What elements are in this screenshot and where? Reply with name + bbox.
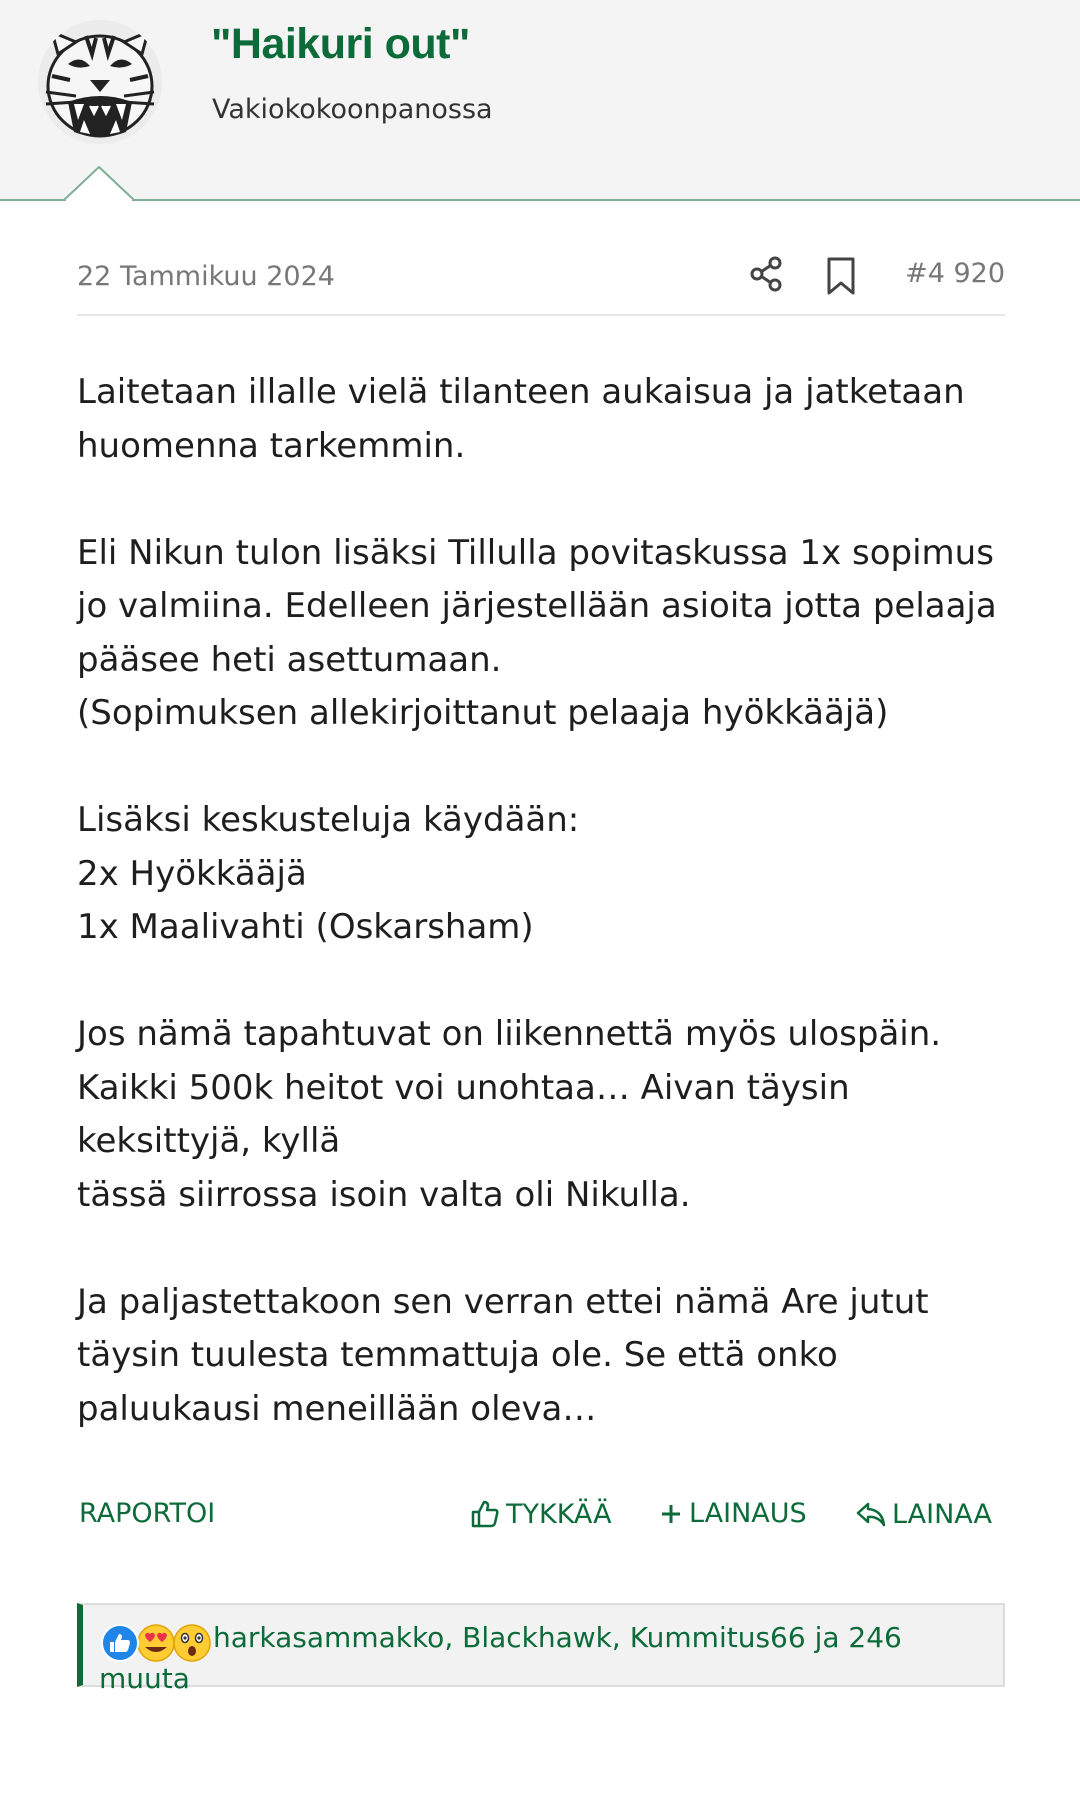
header-notch-arrow xyxy=(64,165,134,201)
tiger-avatar-icon xyxy=(38,20,162,144)
user-title: "Haikuri out" xyxy=(211,20,470,68)
reaction-users-link[interactable]: harkasammakko, Blackhawk, Kummitus66 ja 246 muuta xyxy=(99,1621,902,1695)
post-paragraph: Lisäksi keskusteluja käydään: 2x Hyökkääjä 1x Maalivahti (Oskarsham) xyxy=(77,800,580,947)
thumbs-up-icon xyxy=(469,1498,501,1530)
thumbs-up-icon xyxy=(102,1625,138,1661)
post-paragraph: Jos nämä tapahtuvat on liikennettä myös ulospäin. Kaikki 500k heitot voi unohtaa… Aivan täysin keksittyjä, kyllä tässä siirrossa isoin valta oli Nikulla. xyxy=(77,1014,942,1215)
header-divider xyxy=(0,199,1080,201)
like-label: TYKKÄÄ xyxy=(506,1498,612,1530)
user-header xyxy=(0,0,1080,200)
quote-label: LAINAA xyxy=(892,1498,992,1530)
multiquote-button[interactable] xyxy=(658,1498,807,1529)
plus-icon xyxy=(658,1501,684,1527)
post-actions xyxy=(77,1498,1005,1542)
multiquote-label: LAINAUS xyxy=(689,1498,807,1529)
avatar[interactable] xyxy=(38,20,162,144)
quote-button[interactable] xyxy=(855,1498,992,1530)
like-button[interactable] xyxy=(469,1498,612,1530)
astonished-icon xyxy=(174,1625,210,1661)
reply-arrow-icon xyxy=(855,1498,887,1530)
post-paragraph: Ja paljastettakoon sen verran ettei nämä Are jutut täysin tuulesta temmattuja ole. Se että onko paluukausi meneillään oleva… xyxy=(77,1281,929,1429)
report-link[interactable] xyxy=(79,1498,215,1529)
post-paragraph: Eli Nikun tulon lisäksi Tillulla povitaskussa 1x sopimus jo valmiina. Edelleen järjestellään asioita jotta pelaaja pääsee heti asettumaan. (Sopimuksen allekirjoittanut pelaaja hyökkääjä) xyxy=(77,532,997,733)
share-icon[interactable] xyxy=(747,254,787,294)
reactions-bar xyxy=(77,1603,1005,1695)
user-subtitle: Vakiokokoonpanossa xyxy=(212,94,493,125)
reaction-icons[interactable] xyxy=(100,1623,214,1663)
post-date: 22 Tammikuu 2024 xyxy=(77,261,335,292)
bookmark-icon[interactable] xyxy=(823,256,859,296)
post-number-link[interactable]: #4 920 xyxy=(905,258,1005,289)
heart-eyes-icon xyxy=(138,1625,174,1661)
post-body xyxy=(77,366,1012,1490)
report-label: RAPORTOI xyxy=(79,1498,216,1529)
post-paragraph: Laitetaan illalle vielä tilanteen aukaisua ja jatketaan huomenna tarkemmin. xyxy=(77,372,965,466)
post-meta xyxy=(77,254,1005,316)
